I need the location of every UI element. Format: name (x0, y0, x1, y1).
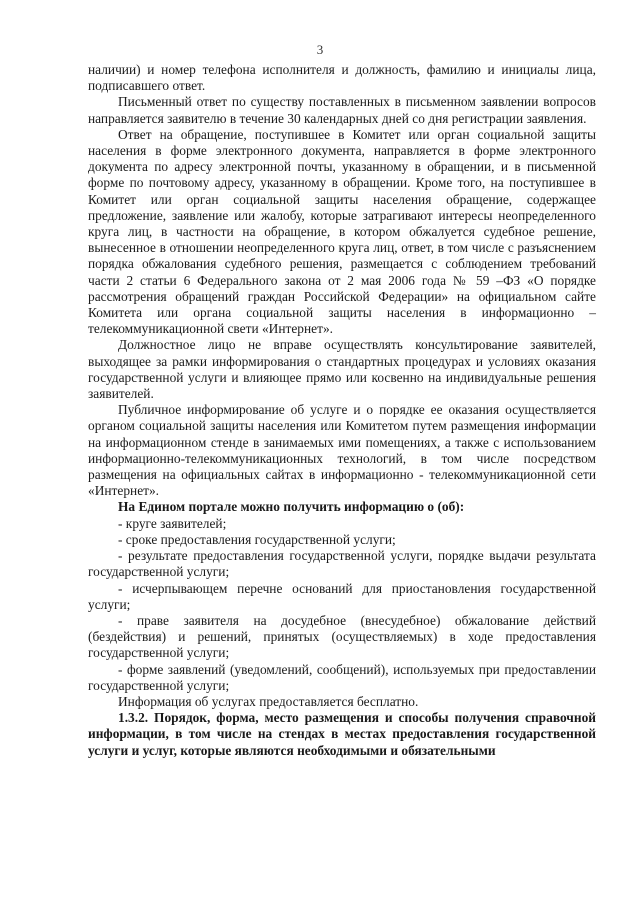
portal-list-item: - сроке предоставления государственной услуги; (118, 531, 396, 547)
paragraph-continuation: наличии) и номер телефона исполнителя и должность, фамилию и инициалы лица, подписавшего ответ. (88, 62, 596, 94)
paragraph-written-response: Письменный ответ по существу поставленных в письменном заявлении вопросов направляется заявителю в течение 30 календарных дней со дня регистрации заявления. (88, 94, 596, 126)
portal-list-item: - форме заявлений (уведомлений, сообщений), используемых при предоставлении государственной услуги; (88, 661, 596, 693)
portal-heading: На Едином портале можно получить информацию о (об): (118, 499, 465, 515)
paragraph-electronic-response: Ответ на обращение, поступившее в Комитет или орган социальной защиты населения в форме электронного документа, направляется в форме электронного документа по адресу электронной почты, указанному в обращении, и в письменной форме по почтовому адресу, указанному в обращении. Кроме того, на поступившее в Комитет или орган социальной защиты населения обращение, содержащее предложение, заявление или жалобу, которые затрагивают интересы неопределенного круга лиц, в частности на обращение, в котором обжалуется судебное решение, вынесенное в отношении неопределенного круга лиц, ответ, в том числе с разъяснением порядка обжалования судебного решения, размещается с соблюдением требований части 2 статьи 6 Федерального закона от 2 мая 2006 года № 59 –ФЗ «О порядке рассмотрения обращений граждан Российской Федерации» на официальном сайте Комитета или органа социальной защиты населения в информационно – телекоммуникационной свети «Интернет». (88, 126, 596, 337)
paragraph-consulting-limits: Должностное лицо не вправе осуществлять консультирование заявителей, выходящее за рамки информирования о стандартных процедурах и условиях оказания государственной услуги и влияющее прямо или косвенно на индивидуальные решения заявителей. (88, 337, 596, 402)
free-info-note: Информация об услугах предоставляется бесплатно. (118, 693, 419, 709)
section-heading: 1.3.2. Порядок, форма, место размещения и способы получения справочной информации, в том числе на стендах в местах предоставления государственной услуги и услуг, которые являются необходимыми и обязательными (88, 710, 596, 758)
portal-list-item: - круге заявителей; (118, 515, 227, 531)
paragraph-public-informing: Публичное информирование об услуге и о порядке ее оказания осуществляется органом социальной защиты населения или Комитетом путем размещения информации на информационном стенде в занимаемых ими помещениях, а также с использованием информационно-телекоммуникационных технологий, в том числе посредством размещения на официальных сайтах в информационно - телекоммуникационной сети «Интернет». (88, 402, 596, 499)
portal-list-item: - результате предоставления государственной услуги, порядке выдачи результата государственной услуги; (88, 548, 596, 580)
page-number: 3 (316, 42, 324, 57)
portal-list-item: - исчерпывающем перечне оснований для приостановления государственной услуги; (88, 580, 596, 612)
portal-list-item: - праве заявителя на досудебное (внесудебное) обжалование действий (бездействия) и решений, принятых (осуществляемых) в ходе предоставления государственной услуги; (88, 612, 596, 661)
document-body (88, 62, 596, 759)
